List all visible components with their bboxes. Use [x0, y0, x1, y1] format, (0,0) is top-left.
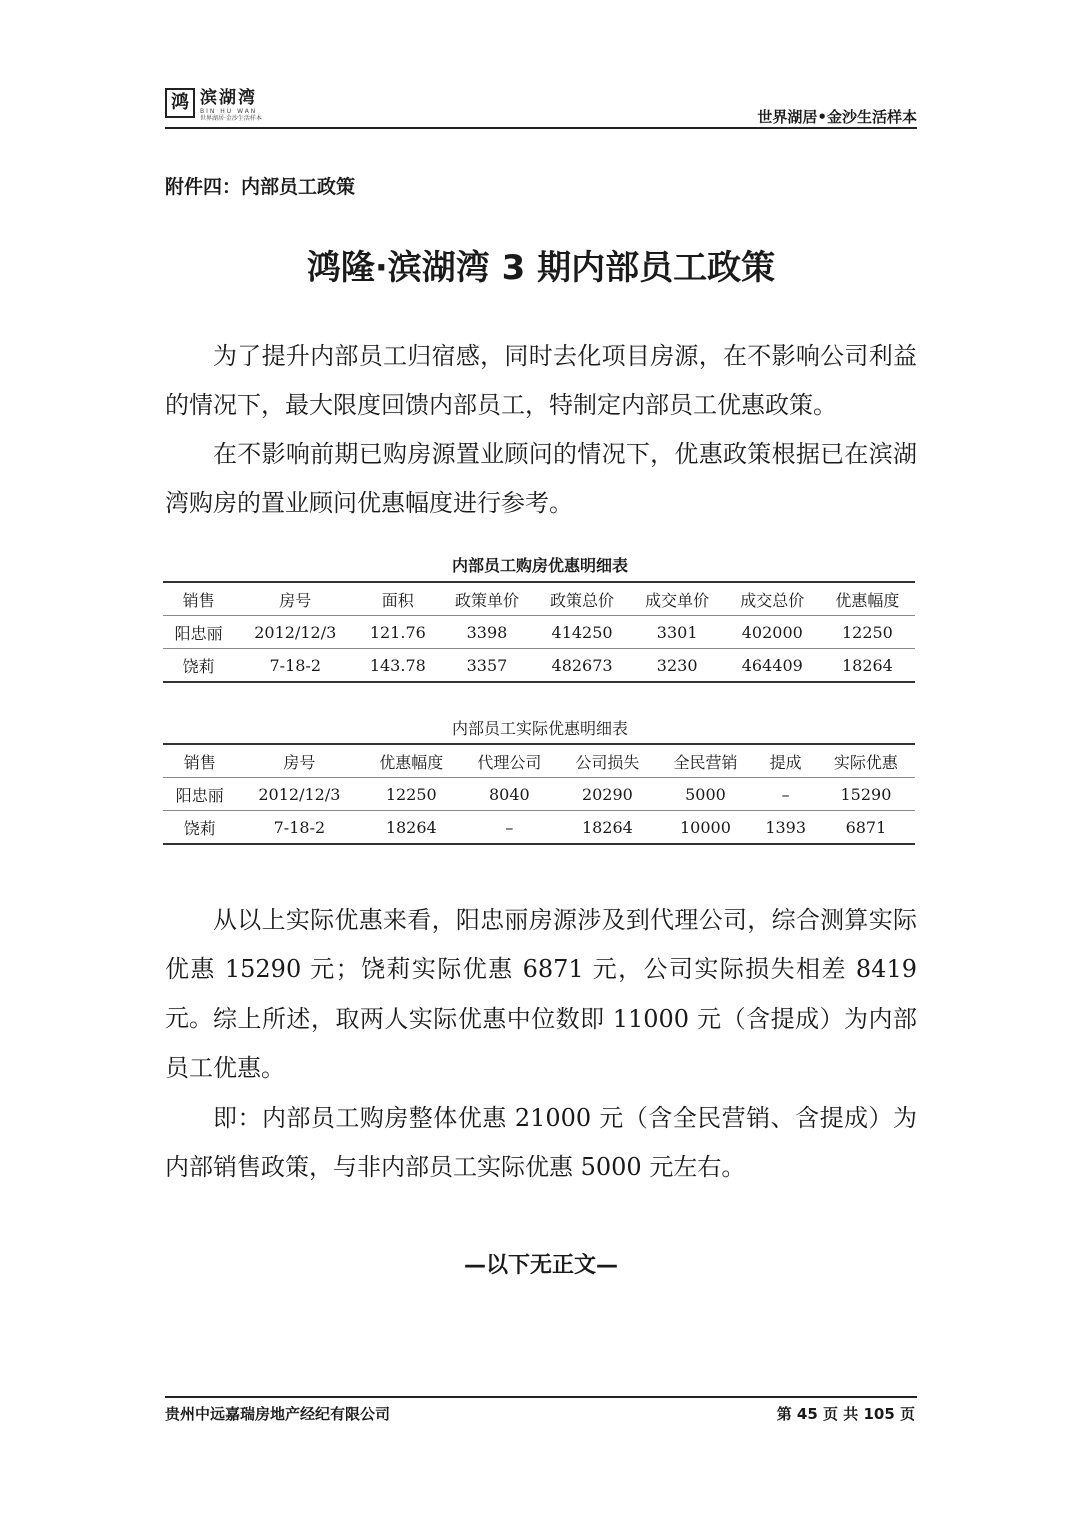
logo-tagline: 世界湖居·金沙生活样本 [200, 115, 262, 122]
table-cell: 12250 [362, 778, 460, 811]
table-cell: 3398 [439, 616, 534, 649]
attachment-label: 附件四：内部员工政策 [165, 176, 356, 198]
paragraph-policy: 即：内部员工购房整体优惠 21000 元（含全民营销、含提成）为内部销售政策，与非内部员工实际优惠 5000 元左右。 [165, 1104, 917, 1181]
table-cell: 402000 [725, 616, 820, 649]
table-cell: 414250 [535, 616, 630, 649]
logo [165, 88, 262, 122]
header-slogan: 世界湖居•金沙生活样本 [757, 108, 917, 126]
table-header-cell: 政策单价 [439, 582, 534, 616]
table-cell: 7-18-2 [234, 649, 356, 683]
table-header-cell: 提成 [754, 744, 816, 778]
table-header-cell: 优惠幅度 [820, 582, 915, 616]
table-cell: 12250 [820, 616, 915, 649]
end-of-text-mark: —以下无正文— [463, 1253, 618, 1278]
table-cell: 20290 [558, 778, 656, 811]
table-cell: 饶莉 [163, 649, 234, 683]
table-row [163, 649, 915, 683]
table-cell: 121.76 [356, 616, 439, 649]
actual-discount-table [163, 743, 915, 845]
paragraph-summary: 综上所述，取两人实际优惠中位数即 11000 元（含提成）为内部员工优惠。 [165, 1005, 917, 1082]
paragraph-analysis: 从以上实际优惠来看，阳忠丽房源涉及到代理公司，综合测算实际优惠 15290 元；饶莉实际优惠 6871 元，公司实际损失相差 8419 元。 [165, 906, 917, 1032]
table-header-row [163, 744, 915, 778]
table-cell: 2012/12/3 [234, 616, 356, 649]
table-cell: – [460, 811, 558, 845]
table-cell: 饶莉 [163, 811, 237, 845]
table-cell: 3357 [439, 649, 534, 683]
logo-name: 滨湖湾 [200, 88, 257, 108]
table-cell: 8040 [460, 778, 558, 811]
logo-pinyin: BIN HU WAN [200, 108, 258, 115]
purchase-discount-table [163, 581, 915, 683]
table1-caption: 内部员工购房优惠明细表 [451, 556, 628, 575]
table-cell: 1393 [754, 811, 816, 845]
table-header-cell: 公司损失 [558, 744, 656, 778]
page-title: 鸿隆·滨湖湾 3 期内部员工政策 [306, 248, 776, 288]
table-cell: 阳忠丽 [163, 616, 234, 649]
table-cell: 阳忠丽 [163, 778, 237, 811]
table-header-cell: 房号 [237, 744, 363, 778]
table-header-cell: 销售 [163, 582, 234, 616]
table-cell: 18264 [362, 811, 460, 845]
table-cell: 143.78 [356, 649, 439, 683]
table-row [163, 616, 915, 649]
table-cell: – [754, 778, 816, 811]
table-header-cell: 成交单价 [630, 582, 725, 616]
footer-company: 贵州中远嘉瑞房地产经纪有限公司 [165, 1405, 391, 1423]
table-header-cell: 销售 [163, 744, 237, 778]
table-header-cell: 代理公司 [460, 744, 558, 778]
table-row [163, 811, 915, 845]
table-cell: 2012/12/3 [237, 778, 363, 811]
table-header-cell: 政策总价 [535, 582, 630, 616]
table-cell: 15290 [817, 778, 915, 811]
table-cell: 6871 [817, 811, 915, 845]
table-cell: 7-18-2 [237, 811, 363, 845]
table-header-cell: 实际优惠 [817, 744, 915, 778]
paragraph-intro: 为了提升内部员工归宿感，同时去化项目房源，在不影响公司利益的情况下，最大限度回馈内部员工，特制定内部员工优惠政策。 [165, 342, 917, 419]
table-header-cell: 面积 [356, 582, 439, 616]
logo-icon: 鸿 [165, 88, 195, 118]
page-header [165, 84, 917, 128]
table-cell: 3301 [630, 616, 725, 649]
paragraph-reference: 在不影响前期已购房源置业顾问的情况下，优惠政策根据已在滨湖湾购房的置业顾问优惠幅度进行参考。 [165, 440, 917, 517]
table-header-cell: 全民营销 [656, 744, 754, 778]
table-cell: 18264 [820, 649, 915, 683]
header-divider [165, 127, 917, 129]
footer-divider [165, 1396, 917, 1398]
table-cell: 464409 [725, 649, 820, 683]
table-row [163, 778, 915, 811]
table-cell: 10000 [656, 811, 754, 845]
table-header-row [163, 582, 915, 616]
table-header-cell: 房号 [234, 582, 356, 616]
table-cell: 3230 [630, 649, 725, 683]
page-number: 第 45 页 共 105 页 [776, 1405, 915, 1423]
table2-caption: 内部员工实际优惠明细表 [451, 719, 628, 738]
table-header-cell: 成交总价 [725, 582, 820, 616]
table-header-cell: 优惠幅度 [362, 744, 460, 778]
table-cell: 5000 [656, 778, 754, 811]
table-cell: 18264 [558, 811, 656, 845]
table-cell: 482673 [535, 649, 630, 683]
